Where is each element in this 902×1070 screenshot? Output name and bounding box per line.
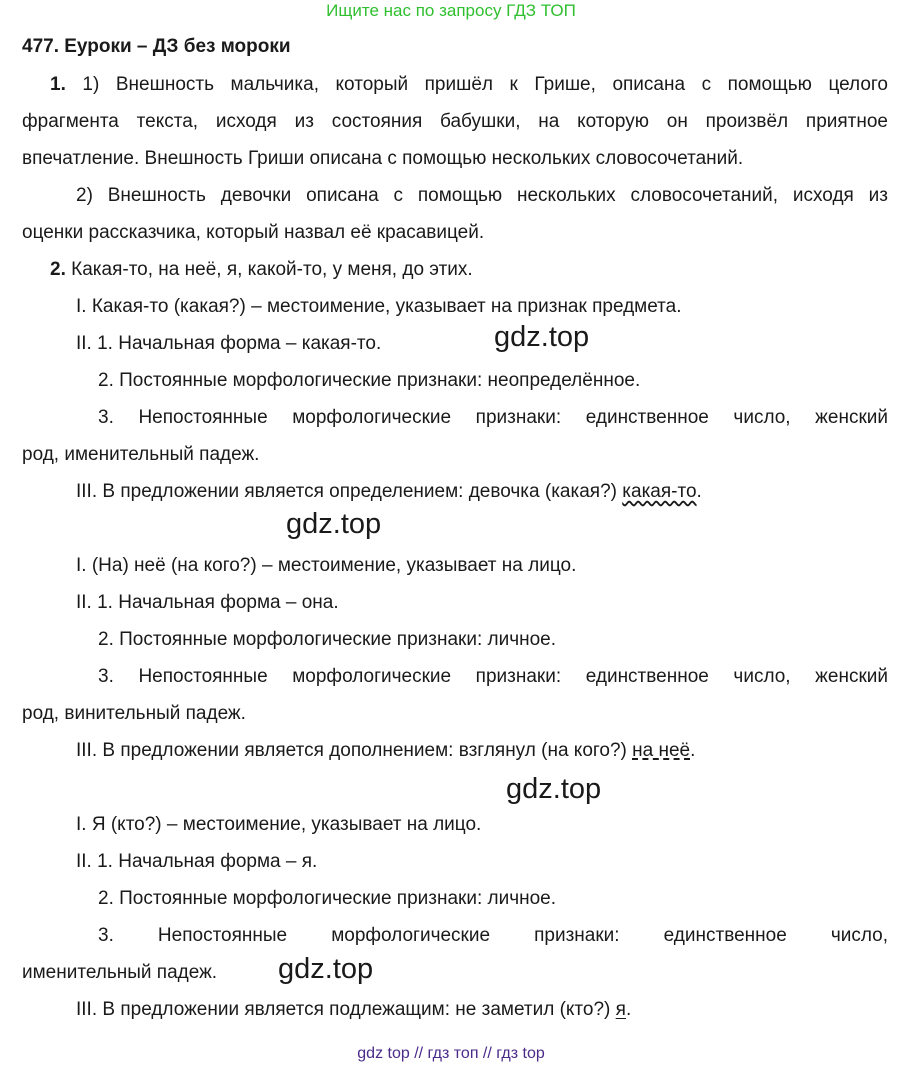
task2-intro: Какая-то, на неё, я, какой-то, у меня, до этих. bbox=[71, 259, 473, 280]
task1-text: 1) Внешность мальчика, который пришёл к Грише, описана с помощью целого bbox=[82, 74, 889, 95]
block-a-iii-text: III. В предложении является определением: девочка (какая?) bbox=[76, 481, 623, 502]
watermark: gdz.top bbox=[506, 773, 602, 805]
task1-line-5: оценки рассказчика, который назвал её красавицей. bbox=[22, 222, 485, 243]
task1-line-1 bbox=[50, 73, 888, 97]
block-b-ii3-l2: род, винительный падеж. bbox=[22, 703, 246, 724]
task1-line-4: 2) Внешность девочки описана с помощью нескольких словосочетаний, исходя из bbox=[76, 185, 888, 206]
block-b-ii3-l1: 3. Непостоянные морфологические признаки: единственное число, женский bbox=[98, 666, 888, 687]
task1-line-3: впечатление. Внешность Гриши описана с помощью нескольких словосочетаний. bbox=[22, 148, 744, 169]
block-b-iii bbox=[76, 739, 695, 763]
watermark: gdz.top bbox=[286, 508, 382, 540]
period: . bbox=[696, 481, 702, 502]
block-b-ii2: 2. Постоянные морфологические признаки: личное. bbox=[98, 629, 557, 650]
object-underlined-word: на неё bbox=[632, 740, 691, 761]
task1-line-2: фрагмента текста, исходя из состояния бабушки, на которую он произвёл приятное bbox=[22, 111, 888, 132]
block-b-ii1: II. 1. Начальная форма – она. bbox=[76, 592, 339, 613]
task1-number: 1. bbox=[50, 74, 66, 95]
block-a-i: I. Какая-то (какая?) – местоимение, указывает на признак предмета. bbox=[76, 296, 682, 317]
task2-number: 2. bbox=[50, 259, 66, 280]
block-b-i: I. (На) неё (на кого?) – местоимение, указывает на лицо. bbox=[76, 555, 577, 576]
watermark: gdz.top bbox=[494, 321, 590, 353]
watermark: gdz.top bbox=[278, 953, 374, 985]
block-c-ii1: II. 1. Начальная форма – я. bbox=[76, 851, 318, 872]
block-a-ii1: II. 1. Начальная форма – какая-то. bbox=[76, 333, 382, 354]
block-a-ii3-l1: 3. Непостоянные морфологические признаки: единственное число, женский bbox=[98, 407, 888, 428]
task2-intro-line bbox=[50, 258, 473, 282]
block-a-iii bbox=[76, 480, 702, 504]
block-a-ii2: 2. Постоянные морфологические признаки: неопределённое. bbox=[98, 370, 641, 391]
block-c-ii3-l2: именительный падеж. bbox=[22, 962, 218, 983]
block-c-ii3-l1: 3. Непостоянные морфологические признаки: единственное число, bbox=[98, 925, 888, 946]
period: . bbox=[625, 999, 632, 1020]
period: . bbox=[690, 740, 696, 761]
block-c-ii2: 2. Постоянные морфологические признаки: личное. bbox=[98, 888, 557, 909]
search-banner: Ищите нас по запросу ГДЗ ТОП bbox=[326, 1, 576, 20]
block-b-iii-text: III. В предложении является дополнением: взглянул (на кого?) bbox=[76, 740, 633, 761]
attribute-underlined-word: какая-то bbox=[622, 481, 697, 502]
block-a-ii3-l2: род, именительный падеж. bbox=[22, 444, 260, 465]
footer-links: gdz top // гдз топ // гдз top bbox=[357, 1045, 545, 1062]
exercise-title: 477. Еуроки – ДЗ без мороки bbox=[22, 36, 291, 57]
block-c-i: I. Я (кто?) – местоимение, указывает на лицо. bbox=[76, 814, 482, 835]
block-c-iii bbox=[76, 998, 631, 1022]
subject-underlined-word: я bbox=[615, 999, 626, 1020]
block-c-iii-text: III. В предложении является подлежащим: не заметил (кто?) bbox=[76, 999, 616, 1020]
